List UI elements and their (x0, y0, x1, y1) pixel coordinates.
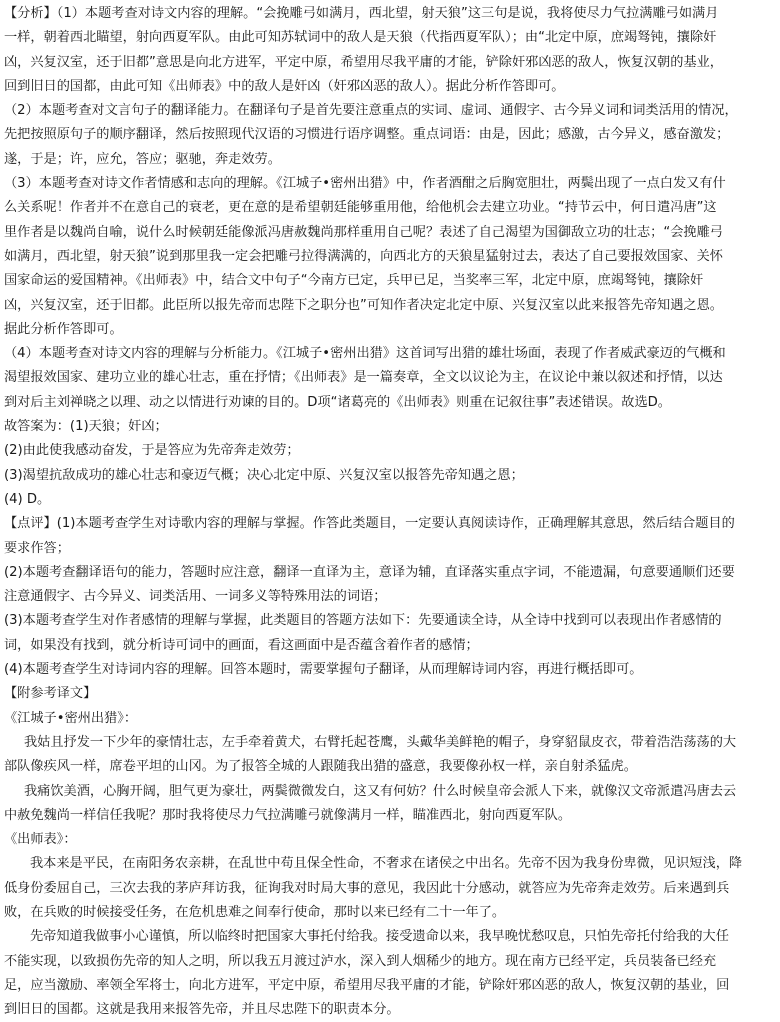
comment-line-7: (4)本题考查学生对诗词内容的理解。回答本题时，需要掌握句子翻译，从而理解诗词内容，再进行概括即可。 (4, 662, 643, 678)
memorial-translation-line-6: 足，应当激励、率领全军将士，向北方进军，平定中原，希望用尽我平庸的才能，铲除奸邪凶恶的敌人，恢复汉朝的基业，回 (4, 977, 730, 993)
analysis-line-9: 么关系呢！作者并不在意自己的衰老，更在意的是希望朝廷能够重用他，给他机会去建立功业。“持节云中，何日遣冯唐”这 (4, 200, 717, 216)
memorial-title: 《出师表》： (4, 832, 77, 848)
document-body (4, 2, 776, 1022)
analysis-line-5: （2）本题考查对文言句子的翻译能力。在翻译句子是首先要注意重点的实词、虚词、通假字、古今异义词和词类活用的情况， (4, 103, 738, 119)
answer-line-4: (4) D。 (4, 491, 51, 507)
analysis-line-1: 【分析】（1）本题考查对诗文内容的理解。“会挽雕弓如满月，西北望，射天狼”这三句是说，我将使尽力气拉满雕弓如满月 (4, 6, 719, 21)
analysis-line-3: 凶，兴复汉室，还于旧都”意思是向北方进军，平定中原，希望用尽我平庸的才能，铲除奸邪凶恶的敌人，恢复汉朝的基业， (4, 54, 723, 70)
analysis-line-15: （4）本题考查对诗文内容的理解与分析能力。《江城子•密州出猎》这首词写出猎的雄壮场面，表现了作者威武豪迈的气概和 (4, 346, 726, 362)
poem-title: 《江城子•密州出猎》： (4, 710, 138, 726)
comment-line-2: 要求作答； (4, 540, 70, 556)
poem-translation-line-3: 我痛饮美酒，心胸开阔，胆气更为豪壮，两鬓微微发白，这又有何妨？什么时候皇帝会派人下来，就像汉文帝派遣冯唐去云 (24, 783, 737, 799)
translation-heading: 【附参考译文】 (4, 686, 97, 702)
poem-translation-line-4: 中赦免魏尚一样信任我呢？那时我将使尽力气拉满雕弓就像满月一样，瞄准西北，射向西夏军队。 (4, 807, 572, 823)
comment-line-5: (3)本题考查学生对作者感情的理解与掌握，此类题目的答题方法如下：先要通读全诗，从全诗中找到可以表现出作者感情的 (4, 613, 722, 629)
analysis-line-13: 凶，兴复汉室，还于旧都。此臣所以报先帝而忠陛下之职分也”可知作者决定北定中原、兴复汉室以此来报答先帝知遇之恩。 (4, 297, 723, 313)
answer-line-2: (2)由此使我感动奋发，于是答应为先帝奔走效劳； (4, 443, 300, 459)
analysis-line-6: 先把按照原句子的顺序翻译，然后按照现代汉语的习惯进行语序调整。重点词语：由是，因此；感激，古今异义，感奋激发； (4, 127, 730, 143)
analysis-line-14: 据此分析作答即可。 (4, 321, 123, 337)
analysis-line-4: 回到旧日的国都，由此可知《出师表》中的敌人是奸凶（奸邪凶恶的敌人）。据此分析作答即可。 (4, 78, 565, 94)
comment-line-3: (2)本题考查翻译语句的能力，答题时应注意，翻译一直译为主，意译为辅，直译落实重点字词，不能遗漏，句意要通顺们还要 (4, 564, 735, 580)
analysis-line-2: 一样，朝着西北瞄望，射向西夏军队。由此可知苏轼词中的敌人是天狼（代指西夏军队）；由“北定中原，庶竭驽钝，攘除奸 (4, 30, 717, 46)
analysis-line-8: （3）本题考查对诗文作者情感和志向的理解。《江城子•密州出猎》中，作者酒酣之后胸宽胆壮，两鬓出现了一点白发又有什 (4, 176, 726, 192)
analysis-line-17: 到对后主刘禅晓之以理、动之以情进行劝谏的目的。D项“诸葛亮的《出师表》则重在记叙往事”表述错误。故选D。 (4, 394, 671, 410)
analysis-line-11: 如满月，西北望，射天狼”说到那里我一定会把雕弓拉得满满的，向西北方的天狼星猛射过去，表达了自己要报效国家、关怀 (4, 248, 723, 264)
analysis-line-7: 遂，于是；许，应允，答应；驱驰，奔走效劳。 (4, 151, 281, 167)
answer-line-1: 故答案为：(1)天狼；奸凶； (4, 419, 168, 435)
comment-line-6: 词，如果没有找到，就分析诗可词中的画面，看这画面中是否蕴含着作者的感情； (4, 637, 479, 653)
memorial-translation-line-4: 先帝知道我做事小心谨慎，所以临终时把国家大事托付给我。接受遗命以来，我早晚忧愁叹息，只怕先帝托付给我的大任 (30, 929, 729, 945)
poem-translation-line-1: 我姑且抒发一下少年的豪情壮志，左手牵着黄犬，右臂托起苍鹰，头戴华美鲜艳的帽子，身穿貂鼠皮衣，带着浩浩荡荡的大 (24, 734, 737, 750)
analysis-line-16: 渴望报效国家、建功立业的雄心壮志，重在抒情；《出师表》是一篇奏章，全文以议论为主，在议论中兼以叙述和抒情，以达 (4, 370, 723, 386)
answer-line-3: (3)渴望抗敌成功的雄心壮志和豪迈气概；决心北定中原、兴复汉室以报答先帝知遇之恩； (4, 467, 524, 483)
comment-line-1: 【点评】(1)本题考查学生对诗歌内容的理解与掌握。作答此类题目，一定要认真阅读诗作，正确理解其意思，然后结合题目的 (4, 516, 735, 532)
memorial-translation-line-7: 到旧日的国都。这就是我用来报答先帝，并且尽忠陛下的职责本分。 (4, 1002, 400, 1018)
memorial-translation-line-1: 我本来是平民，在南阳务农亲耕，在乱世中苟且保全性命，不奢求在诸侯之中出名。先帝不因为我身份卑微，见识短浅，降 (30, 856, 743, 872)
analysis-line-10: 里作者是以魏尚自喻，说什么时候朝廷能像派冯唐赦魏尚那样重用自己呢？表述了自己渴望为国御敌立功的壮志；“会挽雕弓 (4, 224, 723, 240)
analysis-line-12: 国家命运的爱国精神。《出师表》中，结合文中句子“今南方已定，兵甲已足，当奖率三军，北定中原，庶竭驽钝，攘除奸 (4, 273, 704, 289)
comment-line-4: 注意通假字、古今异义、词类活用、一词多义等特殊用法的词语； (4, 589, 387, 605)
memorial-translation-line-3: 败，在兵败的时候接受任务，在危机患难之间奉行使命，那时以来已经有二十一年了。 (4, 904, 506, 920)
poem-translation-line-2: 部队像疾风一样，席卷平坦的山冈。为了报答全城的人跟随我出猎的盛意，我要像孙权一样，亲自射杀猛虎。 (4, 759, 637, 775)
memorial-translation-line-5: 不能实现，以致损伤先帝的知人之明，所以我五月渡过泸水，深入到人烟稀少的地方。现在南方已经平定，兵员装备已经充 (4, 953, 717, 969)
memorial-translation-line-2: 低身份委屈自己，三次去我的茅庐拜访我，征询我对时局大事的意见，我因此十分感动，就答应为先帝奔走效劳。后来遇到兵 (4, 880, 730, 896)
